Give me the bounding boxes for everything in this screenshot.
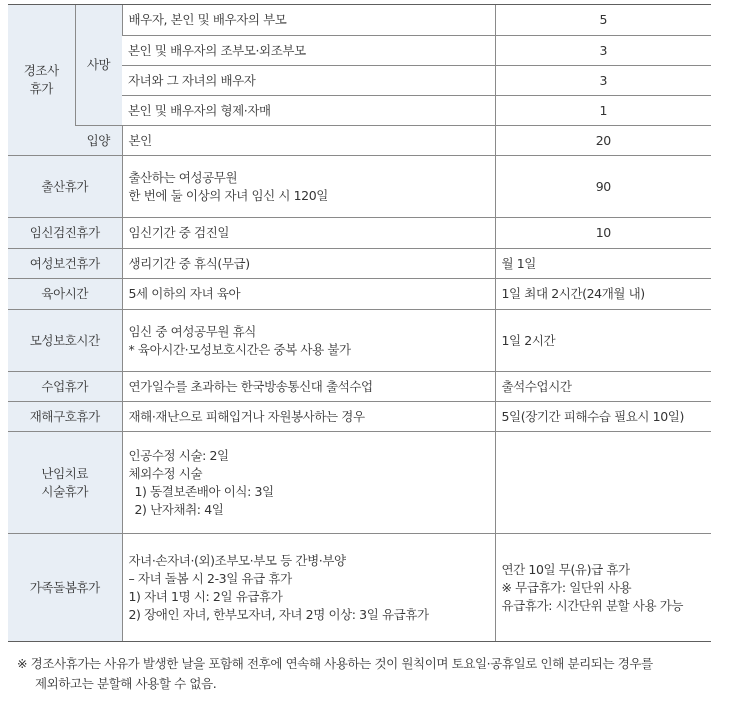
table-row (8, 534, 711, 642)
row-days: 출석수업시간 (495, 372, 711, 402)
row-description: 연가일수를 초과하는 한국방송통신대 출석수업 (122, 372, 495, 402)
row-days: 1일 최대 2시간(24개월 내) (495, 279, 711, 310)
family-care-category: 가족돌봄휴가 (8, 534, 122, 642)
footnote: ※ 경조사휴가는 사유가 발생한 날을 포함해 전후에 연속해 사용하는 것이 원칙이며 토요일·공휴일로 인해 분리되는 경우를 제외하고는 분할해 사용할 수 없음. (17, 656, 653, 691)
row-days-empty (495, 432, 711, 534)
prenatal-category: 임신검진휴가 (8, 218, 122, 249)
death-subcategory: 사망 (75, 5, 122, 126)
row-days: 20 (495, 126, 711, 156)
table-row (8, 402, 711, 432)
row-days: 5 (495, 5, 711, 36)
row-days: 10 (495, 218, 711, 249)
row-days: 연간 10일 무(유)급 휴가 ※ 무급휴가: 일단위 사용 유급휴가: 시간단위 분할 사용 가능 (495, 534, 711, 642)
leave-table (8, 4, 711, 642)
row-description: 인공수정 시술: 2일 체외수정 시술 1) 동결보존배아 이식: 3일 2) 난자채취: 4일 (122, 432, 495, 534)
row-description: 임신 중 여성공무원 휴식 * 육아시간·모성보호시간은 중복 사용 불가 (122, 310, 495, 372)
row-description: 자녀·손자녀·(외)조부모·부모 등 간병·부양 – 자녀 돌봄 시 2-3일 유급 휴가 1) 자녀 1명 시: 2일 유급휴가 2) 장애인 자녀, 한부모자녀, 자녀 2명 이상: 3일 유급휴가 (122, 534, 495, 642)
maternity-category: 출산휴가 (8, 156, 122, 218)
womens-health-category: 여성보건휴가 (8, 249, 122, 279)
row-description: 자녀와 그 자녀의 배우자 (122, 66, 495, 96)
row-days: 월 1일 (495, 249, 711, 279)
childcare-time-category: 육아시간 (8, 279, 122, 310)
row-description: 생리기간 중 휴식(무급) (122, 249, 495, 279)
disaster-category: 재해구호휴가 (8, 402, 122, 432)
row-days: 90 (495, 156, 711, 218)
row-description: 임신기간 중 검진일 (122, 218, 495, 249)
row-days: 1 (495, 96, 711, 126)
row-description: 배우자, 본인 및 배우자의 부모 (122, 5, 495, 36)
row-days: 1일 2시간 (495, 310, 711, 372)
table-row (8, 279, 711, 310)
class-leave-category: 수업휴가 (8, 372, 122, 402)
adoption-subcategory: 입양 (75, 126, 122, 156)
row-description: 본인 및 배우자의 조부모·외조부모 (122, 36, 495, 66)
row-description: 출산하는 여성공무원 한 번에 둘 이상의 자녀 임신 시 120일 (122, 156, 495, 218)
row-description: 5세 이하의 자녀 육아 (122, 279, 495, 310)
maternal-protection-category: 모성보호시간 (8, 310, 122, 372)
row-description: 본인 (122, 126, 495, 156)
row-days: 3 (495, 66, 711, 96)
table-row (8, 432, 711, 534)
infertility-category: 난임치료 시술휴가 (8, 432, 122, 534)
row-description: 재해·재난으로 피해입거나 자원봉사하는 경우 (122, 402, 495, 432)
table-row (8, 249, 711, 279)
condolence-category: 경조사 휴가 (8, 5, 75, 156)
table-row (8, 5, 711, 36)
table-row (8, 310, 711, 372)
table-row (8, 156, 711, 218)
table-row (8, 126, 711, 156)
table-row (8, 372, 711, 402)
row-days: 5일(장기간 피해수습 필요시 10일) (495, 402, 711, 432)
table-row (8, 218, 711, 249)
row-days: 3 (495, 36, 711, 66)
row-description: 본인 및 배우자의 형제·자매 (122, 96, 495, 126)
